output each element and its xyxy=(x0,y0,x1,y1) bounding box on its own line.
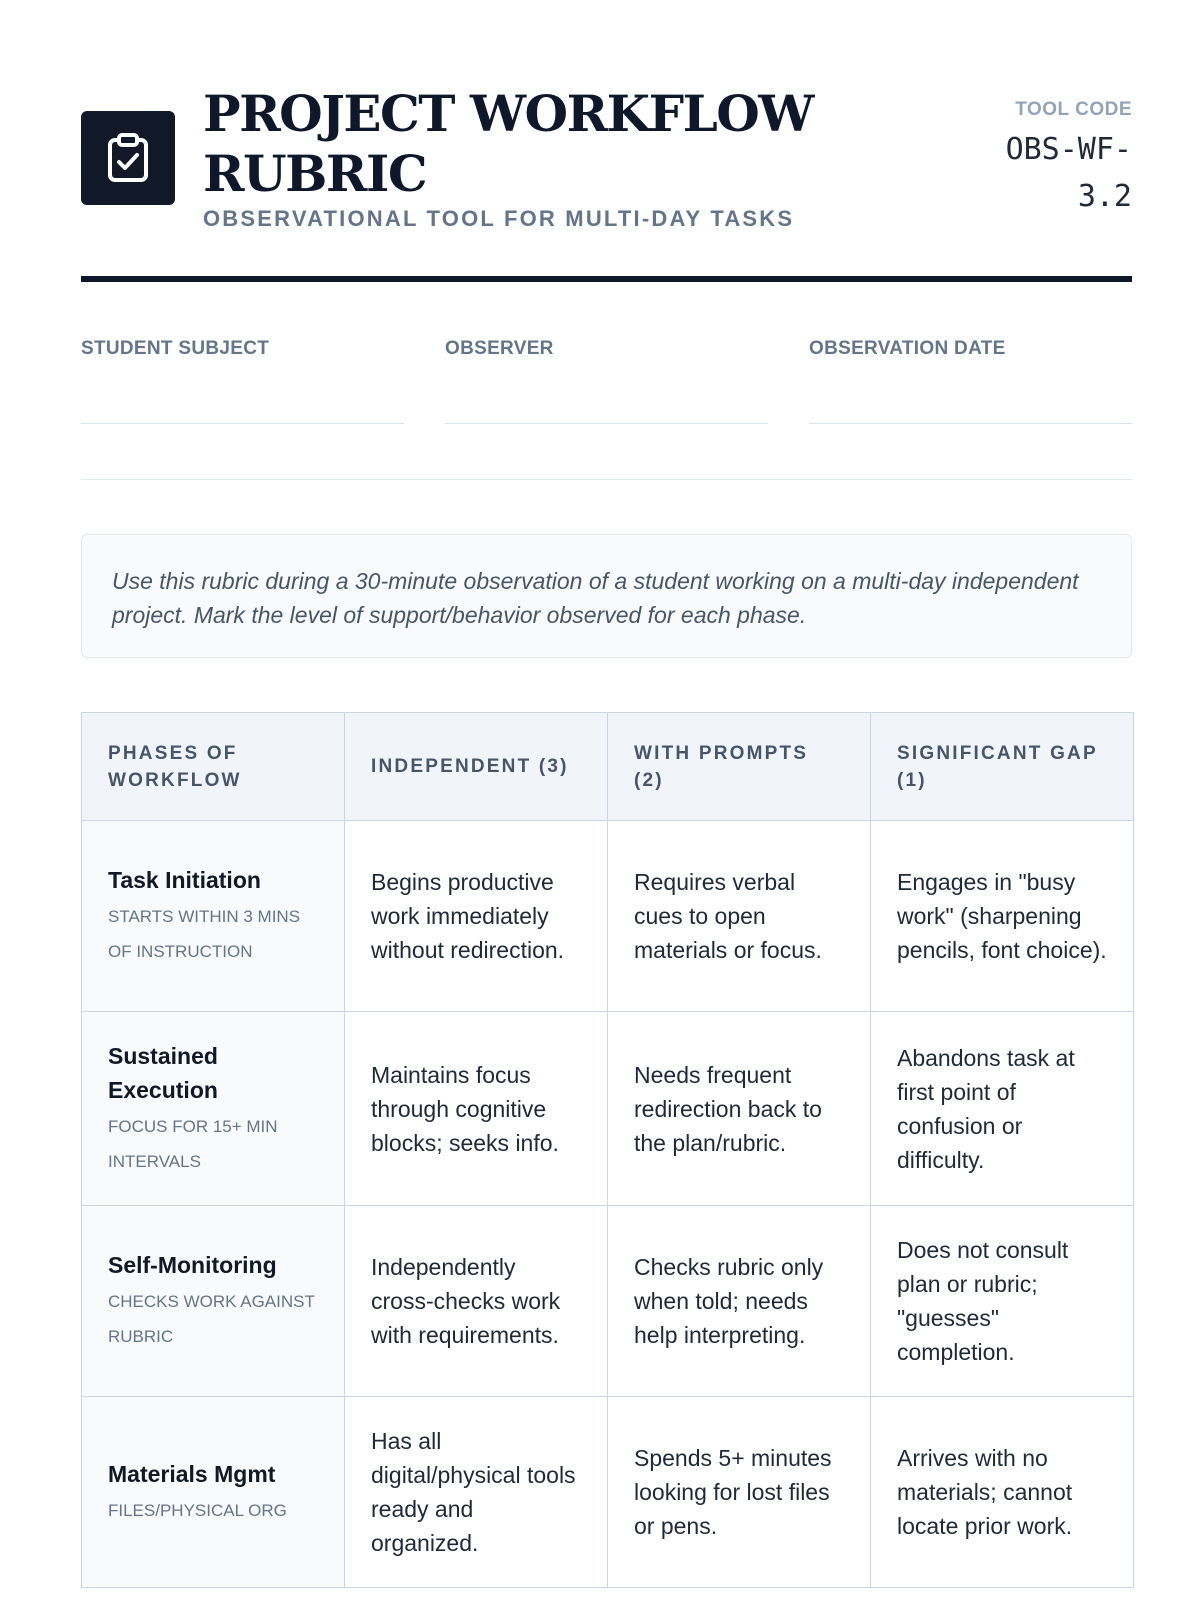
col-header-significant-gap: SIGNIFICANT GAP (1) xyxy=(871,713,1134,821)
table-header-row xyxy=(82,713,1134,821)
table-row xyxy=(82,1397,1134,1588)
significant-gap-cell[interactable]: Arrives with no materials; cannot locate prior work. xyxy=(871,1397,1134,1588)
section-divider xyxy=(81,479,1132,480)
tool-code-value: OBS-WF-3.2 xyxy=(1005,132,1132,214)
phase-note: FILES/PHYSICAL ORG xyxy=(108,1500,287,1520)
page-subtitle: OBSERVATIONAL TOOL FOR MULTI-DAY TASKS xyxy=(203,206,795,231)
observer-line xyxy=(445,423,768,424)
phase-name: Sustained Execution xyxy=(108,1042,218,1103)
phase-cell xyxy=(82,1012,345,1206)
phase-name: Self-Monitoring xyxy=(108,1252,277,1278)
table-row xyxy=(82,1012,1134,1206)
header-divider xyxy=(81,276,1132,282)
observation-date-line xyxy=(809,423,1132,424)
phase-cell xyxy=(82,1206,345,1397)
significant-gap-cell[interactable]: Does not consult plan or rubric; "guesses" completion. xyxy=(871,1206,1134,1397)
col-header-with-prompts: WITH PROMPTS (2) xyxy=(608,713,871,821)
table-row xyxy=(82,821,1134,1012)
student-subject-line xyxy=(81,423,404,424)
with-prompts-cell[interactable]: Needs frequent redirection back to the plan/rubric. xyxy=(608,1012,871,1206)
phase-name: Task Initiation xyxy=(108,867,261,893)
with-prompts-cell[interactable]: Checks rubric only when told; needs help interpreting. xyxy=(608,1206,871,1397)
observation-date-field[interactable] xyxy=(809,338,1132,360)
logo-badge xyxy=(81,111,175,205)
independent-cell[interactable]: Has all digital/physical tools ready and organized. xyxy=(345,1397,608,1588)
clipboard-check-icon xyxy=(106,132,150,184)
col-header-phases: PHASES OF WORKFLOW xyxy=(82,713,345,821)
with-prompts-cell[interactable]: Requires verbal cues to open materials or focus. xyxy=(608,821,871,1012)
phase-cell xyxy=(82,1397,345,1588)
table-row xyxy=(82,1206,1134,1397)
phase-note: CHECKS WORK AGAINST RUBRIC xyxy=(108,1292,315,1346)
page-title: PROJECT WORKFLOW RUBRIC xyxy=(203,84,813,203)
with-prompts-cell[interactable]: Spends 5+ minutes looking for lost files or pens. xyxy=(608,1397,871,1588)
instructions-box: Use this rubric during a 30-minute observation of a student working on a multi-day independent project. Mark the level of support/behavior observed for each phase. xyxy=(81,534,1132,658)
phase-note: STARTS WITHIN 3 MINS OF INSTRUCTION xyxy=(108,907,301,961)
observation-date-label: OBSERVATION DATE xyxy=(809,338,1006,359)
significant-gap-cell[interactable]: Engages in "busy work" (sharpening pencils, font choice). xyxy=(871,821,1134,1012)
phase-note: FOCUS FOR 15+ MIN INTERVALS xyxy=(108,1116,278,1171)
observer-label: OBSERVER xyxy=(445,338,554,359)
independent-cell[interactable]: Maintains focus through cognitive blocks; seeks info. xyxy=(345,1012,608,1206)
independent-cell[interactable]: Independently cross-checks work with requirements. xyxy=(345,1206,608,1397)
tool-code-label: TOOL CODE xyxy=(1015,99,1132,120)
rubric-table xyxy=(81,712,1134,1588)
phase-cell xyxy=(82,821,345,1012)
student-subject-label: STUDENT SUBJECT xyxy=(81,338,270,359)
student-subject-field[interactable] xyxy=(81,338,404,360)
phase-name: Materials Mgmt xyxy=(108,1460,276,1487)
independent-cell[interactable]: Begins productive work immediately without redirection. xyxy=(345,821,608,1012)
observer-field[interactable] xyxy=(445,338,768,360)
col-header-independent: INDEPENDENT (3) xyxy=(345,713,608,821)
significant-gap-cell[interactable]: Abandons task at first point of confusion or difficulty. xyxy=(871,1012,1134,1206)
